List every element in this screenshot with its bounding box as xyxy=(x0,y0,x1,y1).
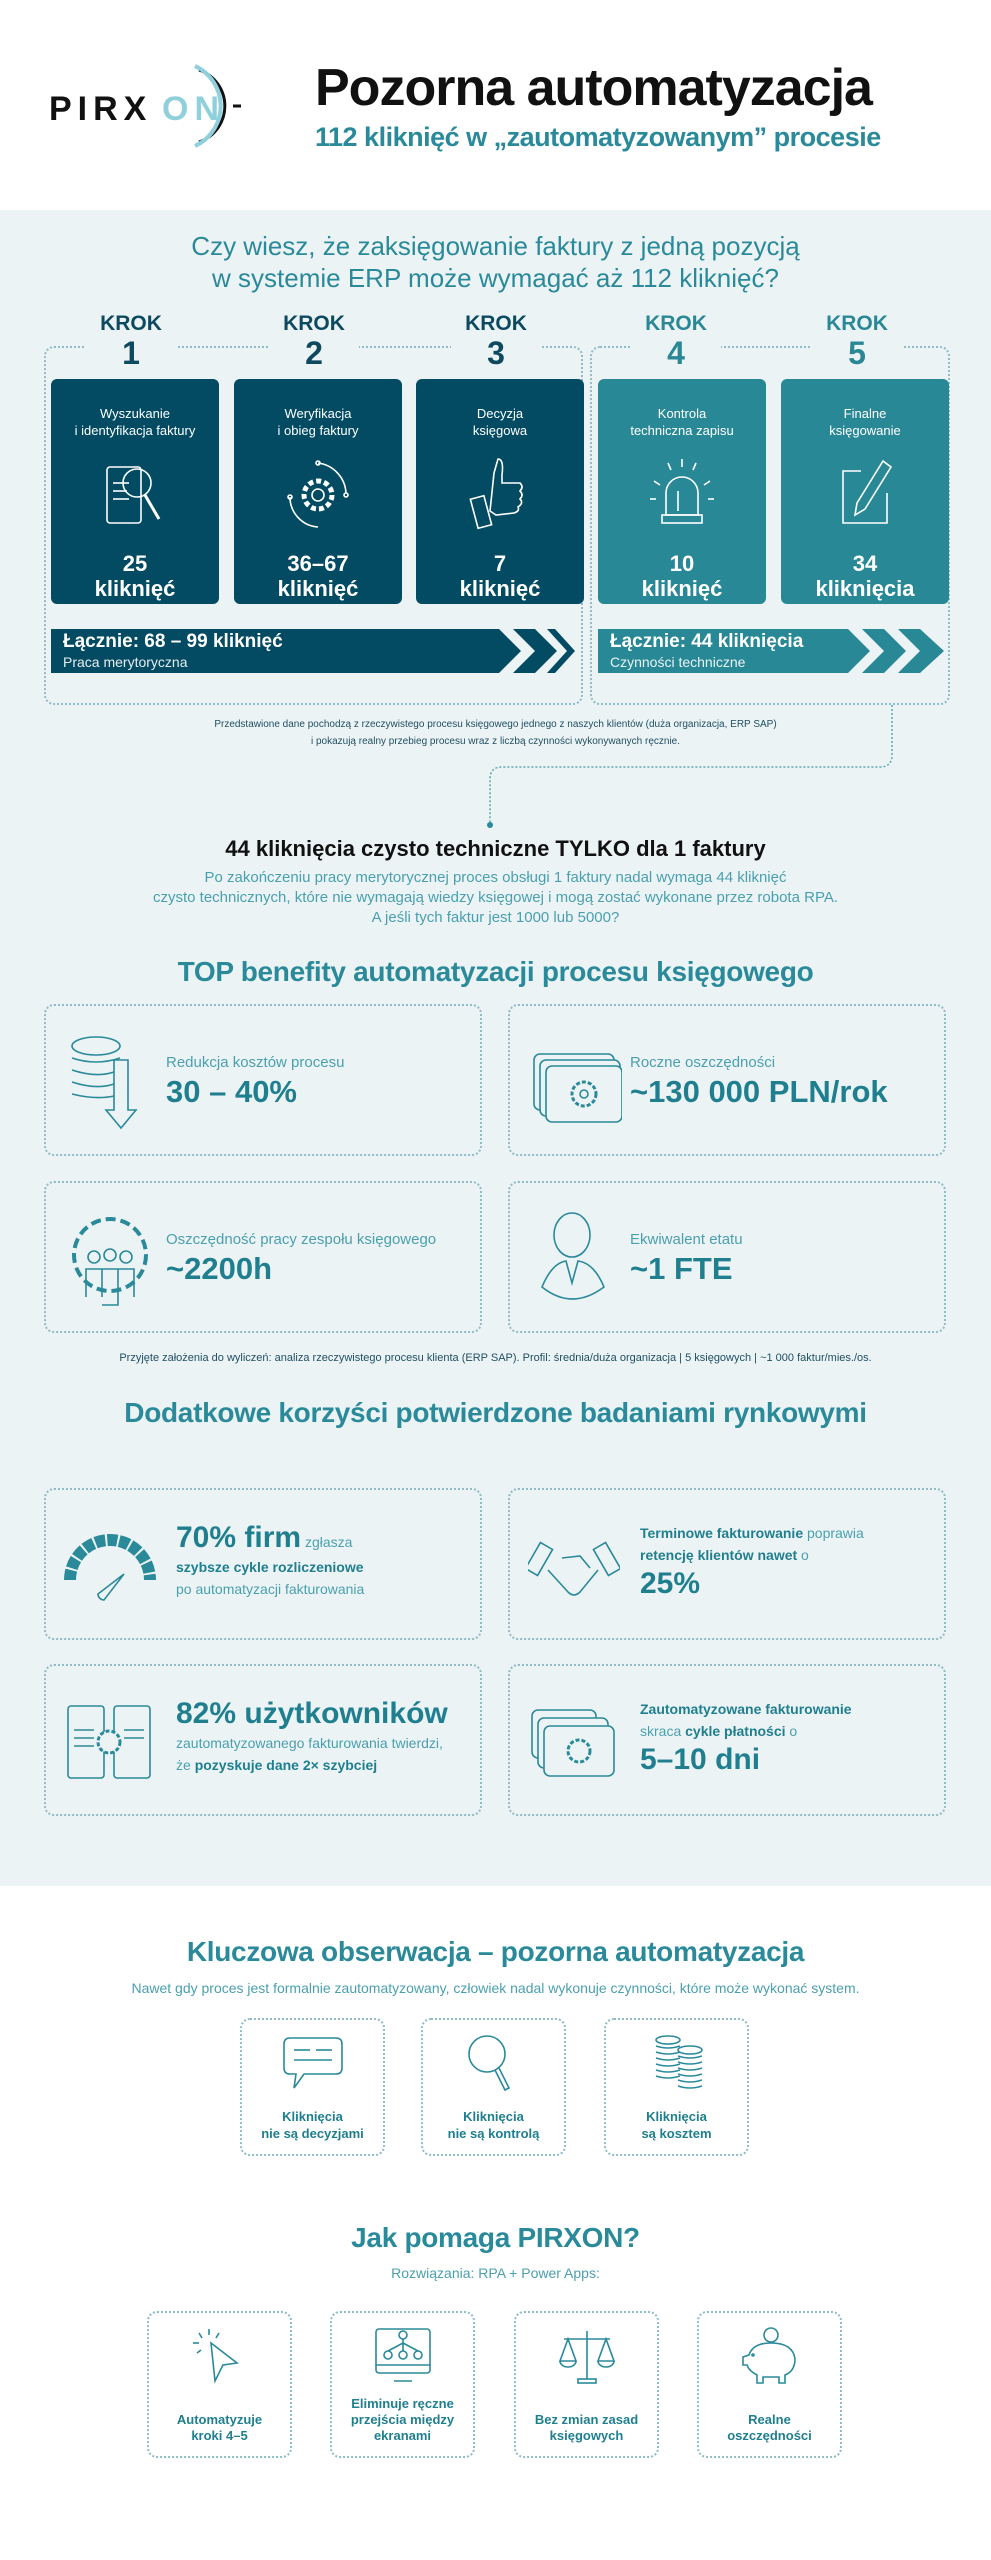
benefit-card: Redukcja kosztów procesu 30 – 40% xyxy=(44,1004,482,1156)
step-label-5: KROK 5 xyxy=(812,312,902,370)
key-observation-sub: Nawet gdy proces jest formalnie zautomatyzowany, człowiek nadal wykonuje czynności, które może wykonać system. xyxy=(131,1980,860,1996)
step-card-4: Kontrola techniczna zapisu 10 kliknięć xyxy=(598,379,766,604)
step-card-2: Weryfikacja i obieg faktury 36–67 kliknięć xyxy=(234,379,402,604)
scales-icon xyxy=(556,2325,618,2387)
extra-benefit-card: 70% firm zgłasza szybsze cykle rozliczeniowe po automatyzacji fakturowania xyxy=(44,1488,482,1640)
help-card: Eliminuje ręczne przejścia między ekranami xyxy=(330,2311,475,2458)
alarm-light-icon xyxy=(642,453,722,533)
extra-benefit-card: 82% użytkowników zautomatyzowanego fakturowania twierdzi, że pozyskuje dane 2× szybciej xyxy=(44,1664,482,1816)
extra-benefit-card: Zautomatyzowane fakturowanie skraca cykle płatności o 5–10 dni xyxy=(508,1664,946,1816)
coin-stacks-icon xyxy=(646,2034,708,2096)
step-card-5: Finalne księgowanie 34 kliknięcia xyxy=(781,379,949,604)
total-technical: Łącznie: 44 kliknięcia xyxy=(610,631,804,652)
page-title: Pozorna automatyzacja xyxy=(315,59,872,117)
key-observation-heading: Kluczowa obserwacja – pozorna automatyzacja xyxy=(186,1936,805,1967)
person-icon xyxy=(532,1211,622,1307)
cursor-click-icon xyxy=(189,2325,251,2387)
extra-benefit-card: Terminowe fakturowanie poprawia retencję klientów nawet o 25% xyxy=(508,1488,946,1640)
speech-bubble-icon xyxy=(282,2034,344,2096)
technical-heading: 44 kliknięcia czysto techniczne TYLKO dla 1 faktury xyxy=(225,836,766,861)
total-bar-merit xyxy=(51,629,575,673)
pencil-note-icon xyxy=(825,453,905,533)
extra-benefits-heading: Dodatkowe korzyści potwierdzone badaniami rynkowymi xyxy=(124,1397,867,1428)
monitor-network-icon xyxy=(372,2325,434,2387)
help-card: Automatyzuje kroki 4–5 xyxy=(147,2311,292,2458)
benefit-card: Ekwiwalent etatu ~1 FTE xyxy=(508,1181,946,1333)
help-card: Bez zmian zasad księgowych xyxy=(514,2311,659,2458)
benefits-heading: TOP benefity automatyzacji procesu księgowego xyxy=(177,956,814,987)
assumptions-note: Przyjęte założenia do wyliczeń: analiza rzeczywistego procesu klienta (ERP SAP). Profil: średnia/duża organizacja | 5 księgowych | ~1 000 faktur/mies./os. xyxy=(119,1352,872,1364)
piggy-bank-icon xyxy=(739,2325,801,2387)
observation-card: Kliknięcia są kosztem xyxy=(604,2018,749,2156)
total-merit-sub: Praca merytoryczna xyxy=(63,654,188,670)
speedometer-icon xyxy=(64,1520,156,1612)
pirxon-logo xyxy=(49,62,259,148)
svg-text:ON: ON xyxy=(162,90,225,128)
step-card-1: Wyszukanie i identyfikacja faktury 25 kliknięć xyxy=(51,379,219,604)
benefit-card: Roczne oszczędności ~130 000 PLN/rok xyxy=(508,1004,946,1156)
step-label-2: KROK 2 xyxy=(269,312,359,370)
intro-question xyxy=(0,230,991,294)
help-sub: Rozwiązania: RPA + Power Apps: xyxy=(391,2265,600,2281)
total-merit: Łącznie: 68 – 99 kliknięć xyxy=(63,631,283,652)
banknotes-icon xyxy=(532,1034,622,1130)
handshake-icon xyxy=(528,1520,620,1612)
observation-card: Kliknięcia nie są kontrolą xyxy=(421,2018,566,2156)
question-line: Czy wiesz, że zaksięgowanie faktury z jedną pozycją xyxy=(191,231,800,261)
source-note: Przedstawione dane pochodzą z rzeczywistego procesu księgowego jednego z naszych klientów (duża organizacja, ERP SAP) i pokazują realny przebieg procesu wraz z liczbą czynności wykonywanych ręcznie. xyxy=(214,719,777,747)
gear-cycle-icon xyxy=(278,453,358,533)
observation-card: Kliknięcia nie są decyzjami xyxy=(240,2018,385,2156)
magnifier-icon xyxy=(463,2034,525,2096)
team-gear-icon xyxy=(68,1211,158,1307)
document-search-icon xyxy=(95,453,175,533)
step-label-3: KROK 3 xyxy=(451,312,541,370)
thumbs-up-icon xyxy=(460,453,540,533)
step-label-4: KROK 4 xyxy=(631,312,721,370)
connector-line xyxy=(480,705,900,830)
banknotes-icon xyxy=(528,1696,620,1788)
step-card-3: Decyzja księgowa 7 kliknięć xyxy=(416,379,584,604)
total-bar-technical xyxy=(598,629,944,673)
help-card: Realne oszczędności xyxy=(697,2311,842,2458)
benefit-card: Oszczędność pracy zespołu księgowego ~2200h xyxy=(44,1181,482,1333)
step-label-1: KROK 1 xyxy=(86,312,176,370)
technical-paragraph: Po zakończeniu pracy merytorycznej proces obsługi 1 faktury nadal wymaga 44 kliknięć czysto technicznych, które nie wymagają wiedzy księgowej i mogą zostać wykonane przez robota RPA. A jeśli tych faktur jest 1000 lub 5000? xyxy=(152,869,839,926)
help-heading: Jak pomaga PIRXON? xyxy=(351,2222,640,2253)
data-transfer-icon xyxy=(64,1696,156,1788)
total-technical-sub: Czynności techniczne xyxy=(610,654,746,670)
question-line: w systemie ERP może wymagać aż 112 kliknięć? xyxy=(212,263,779,293)
coins-down-icon xyxy=(68,1034,158,1130)
page-subtitle: 112 kliknięć w „zautomatyzowanym” procesie xyxy=(315,122,881,152)
svg-text:PIRX: PIRX xyxy=(49,90,153,128)
